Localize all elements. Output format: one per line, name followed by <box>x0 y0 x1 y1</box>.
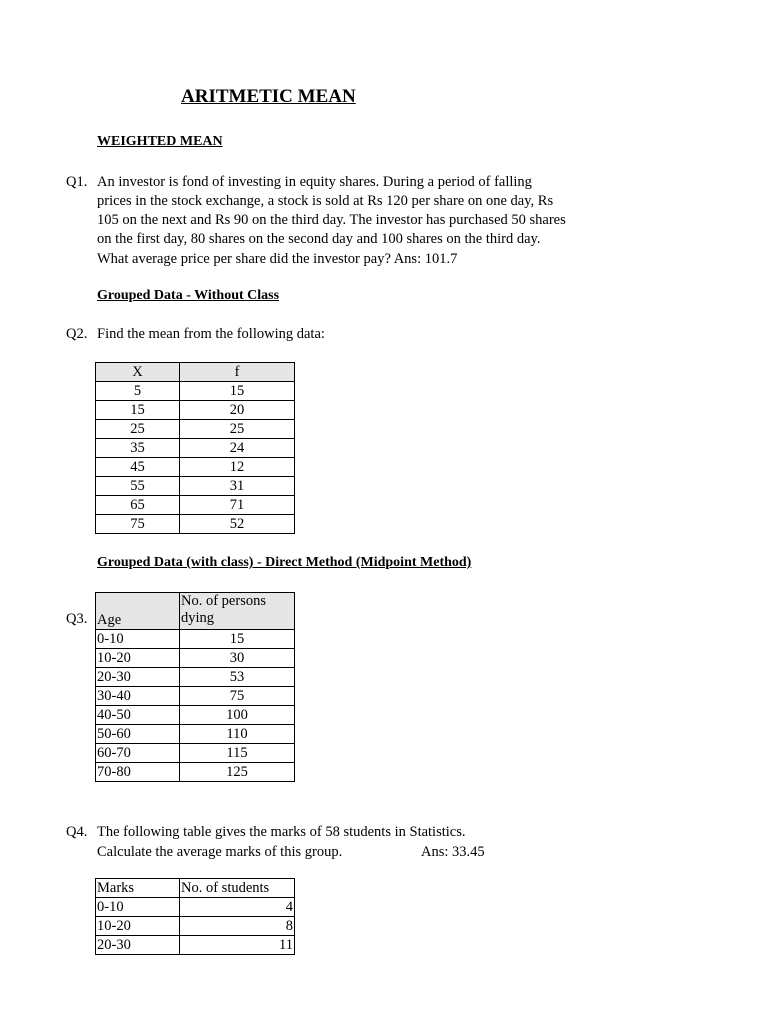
table-row <box>96 496 295 515</box>
q2-cell: 75 <box>96 515 180 534</box>
q3-header-persons <box>180 593 295 630</box>
table-row <box>96 401 295 420</box>
q1-label: Q1. <box>66 174 88 190</box>
q2-cell: 5 <box>96 382 180 401</box>
q3-cell: 0-10 <box>96 630 180 649</box>
q3-cell: 53 <box>180 668 295 687</box>
table-row <box>96 763 295 782</box>
q3-cell: 60-70 <box>96 744 180 763</box>
q4-line-1: The following table gives the marks of 58 students in Statistics. <box>97 824 466 840</box>
table-row <box>96 668 295 687</box>
section-heading-with-class: Grouped Data (with class) - Direct Method (Midpoint Method) <box>97 555 472 570</box>
q3-header-age: Age <box>96 593 180 630</box>
q3-cell: 50-60 <box>96 725 180 744</box>
table-row <box>96 706 295 725</box>
q4-cell: 11 <box>180 936 295 955</box>
q2-cell: 52 <box>180 515 295 534</box>
table-row <box>96 477 295 496</box>
q4-header-students: No. of students <box>180 879 295 898</box>
q1-line-5: What average price per share did the investor pay? Ans: 101.7 <box>97 251 458 267</box>
q3-cell: 10-20 <box>96 649 180 668</box>
q3-cell: 70-80 <box>96 763 180 782</box>
q2-cell: 71 <box>180 496 295 515</box>
table-row <box>96 917 295 936</box>
q3-header-persons-line1: No. of persons <box>181 593 266 609</box>
q1-line-3: 105 on the next and Rs 90 on the third day. The investor has purchased 50 shares <box>97 212 566 228</box>
q4-table <box>95 878 295 955</box>
q3-cell: 100 <box>180 706 295 725</box>
q2-cell: 15 <box>96 401 180 420</box>
table-row <box>96 936 295 955</box>
q3-cell: 30 <box>180 649 295 668</box>
q1-line-4: on the first day, 80 shares on the second day and 100 shares on the third day. <box>97 231 541 247</box>
q4-cell: 0-10 <box>96 898 180 917</box>
table-row <box>96 630 295 649</box>
q4-header-marks: Marks <box>96 879 180 898</box>
q3-cell: 115 <box>180 744 295 763</box>
q2-cell: 25 <box>96 420 180 439</box>
q2-table <box>95 362 295 534</box>
q2-header-f: f <box>180 363 295 382</box>
q2-header-x: X <box>96 363 180 382</box>
q4-line-2: Calculate the average marks of this group. <box>97 844 343 860</box>
table-row <box>96 687 295 706</box>
q2-cell: 20 <box>180 401 295 420</box>
q2-cell: 65 <box>96 496 180 515</box>
table-row <box>96 515 295 534</box>
q3-cell: 15 <box>180 630 295 649</box>
q2-label: Q2. <box>66 326 88 342</box>
q2-cell: 25 <box>180 420 295 439</box>
section-heading-without-class: Grouped Data - Without Class <box>97 288 280 303</box>
q1-line-1: An investor is fond of investing in equity shares. During a period of falling <box>97 174 532 190</box>
q1-line-2: prices in the stock exchange, a stock is sold at Rs 120 per share on one day, Rs <box>97 193 554 209</box>
q3-cell: 30-40 <box>96 687 180 706</box>
q4-answer: Ans: 33.45 <box>421 844 485 860</box>
q3-cell: 110 <box>180 725 295 744</box>
q4-cell: 20-30 <box>96 936 180 955</box>
q4-cell: 4 <box>180 898 295 917</box>
section-heading-weighted-mean: WEIGHTED MEAN <box>97 134 223 149</box>
table-row <box>96 420 295 439</box>
q2-cell: 35 <box>96 439 180 458</box>
q2-text: Find the mean from the following data: <box>97 326 325 342</box>
table-row <box>96 898 295 917</box>
q2-cell: 24 <box>180 439 295 458</box>
q3-table <box>95 592 295 782</box>
table-row <box>96 382 295 401</box>
table-row <box>96 744 295 763</box>
page-title: ARITMETIC MEAN <box>181 86 356 107</box>
table-row <box>96 725 295 744</box>
q3-label: Q3. <box>66 611 88 627</box>
q2-cell: 31 <box>180 477 295 496</box>
q2-cell: 55 <box>96 477 180 496</box>
table-row <box>96 439 295 458</box>
q3-cell: 40-50 <box>96 706 180 725</box>
q3-cell: 20-30 <box>96 668 180 687</box>
q2-cell: 15 <box>180 382 295 401</box>
q3-cell: 75 <box>180 687 295 706</box>
q3-header-persons-line2: dying <box>181 610 215 626</box>
q4-label: Q4. <box>66 824 88 840</box>
q4-cell: 8 <box>180 917 295 936</box>
table-row <box>96 458 295 477</box>
table-row <box>96 649 295 668</box>
q4-cell: 10-20 <box>96 917 180 936</box>
q2-cell: 12 <box>180 458 295 477</box>
q2-cell: 45 <box>96 458 180 477</box>
q3-cell: 125 <box>180 763 295 782</box>
